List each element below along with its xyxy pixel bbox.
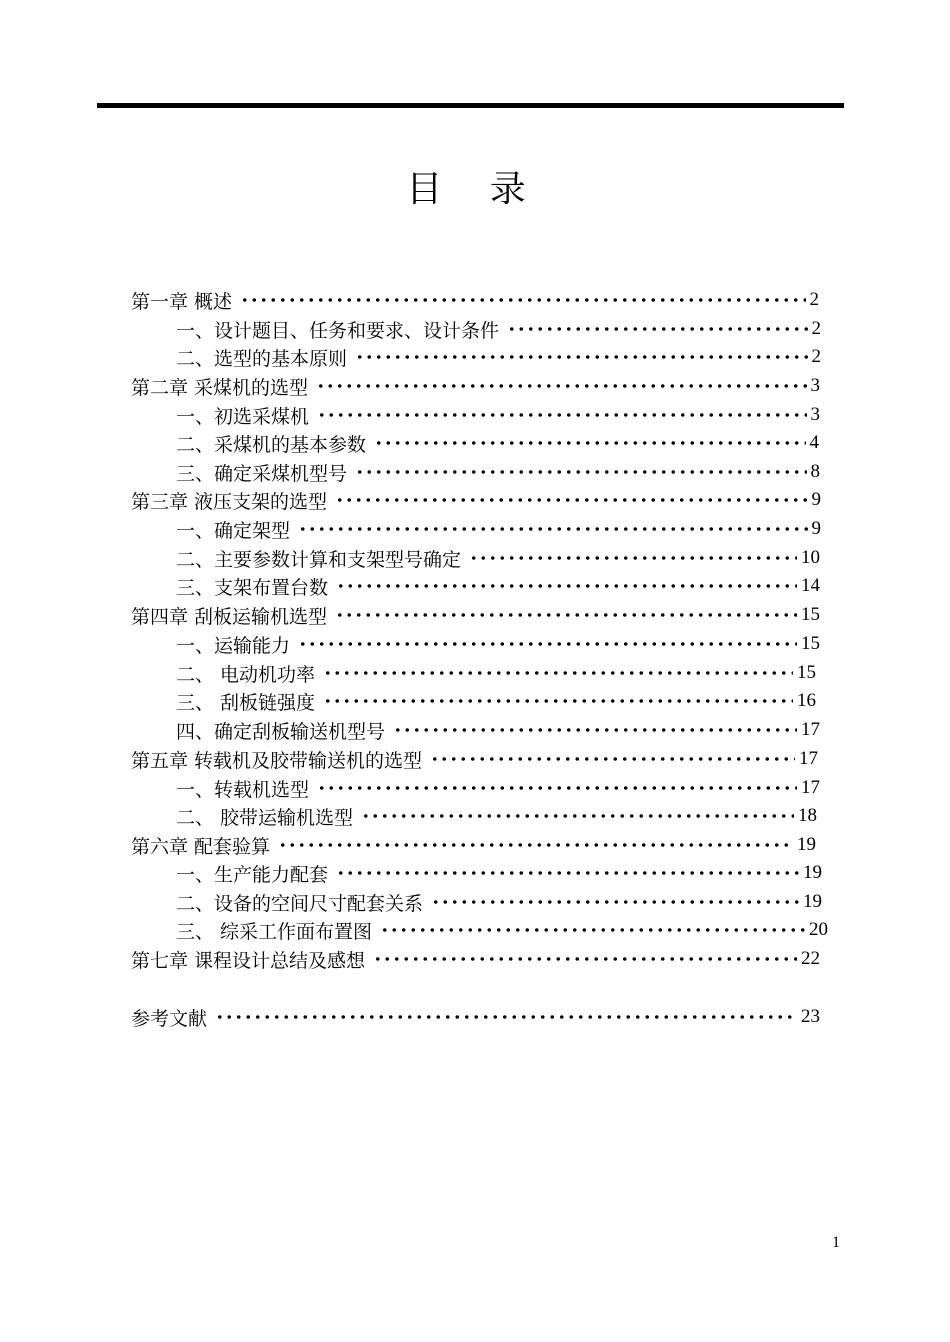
toc-entry[interactable] bbox=[176, 343, 821, 371]
dot-leader bbox=[355, 353, 807, 361]
toc-entry-label: 一、设计题目、任务和要求、设计条件 bbox=[176, 319, 500, 342]
toc-entry[interactable] bbox=[176, 659, 816, 687]
toc-entry-label: 二、 电动机功率 bbox=[176, 663, 316, 686]
toc-entry-page: 16 bbox=[797, 690, 816, 711]
toc-entry[interactable] bbox=[131, 372, 820, 400]
toc-entry-label: 四、确定刮板输送机型号 bbox=[176, 720, 386, 743]
toc-entry[interactable] bbox=[176, 401, 820, 429]
toc-entry-page: 10 bbox=[801, 547, 820, 568]
dot-leader bbox=[361, 812, 794, 820]
toc-entry[interactable] bbox=[176, 429, 819, 457]
toc-entry[interactable] bbox=[176, 774, 820, 802]
toc-entry-page: 19 bbox=[803, 862, 822, 883]
toc-entry-page: 14 bbox=[801, 575, 820, 596]
toc-entry-page: 2 bbox=[811, 346, 821, 367]
toc-entry[interactable] bbox=[176, 888, 822, 916]
toc-entry[interactable] bbox=[131, 601, 820, 629]
dot-leader bbox=[335, 611, 797, 619]
toc-entry-label: 一、确定架型 bbox=[176, 519, 291, 542]
toc-entry-page: 22 bbox=[801, 948, 820, 969]
toc-entry-page: 9 bbox=[811, 518, 821, 539]
toc-entry-label: 二、选型的基本原则 bbox=[176, 347, 348, 370]
dot-leader bbox=[374, 439, 805, 447]
toc-entry-label: 一、转载机选型 bbox=[176, 778, 310, 801]
page-number: 1 bbox=[832, 1234, 840, 1251]
toc-entry[interactable] bbox=[131, 486, 821, 514]
toc-entry-label: 二、主要参数计算和支架型号确定 bbox=[176, 548, 462, 571]
toc-entry-label: 一、生产能力配套 bbox=[176, 863, 329, 886]
toc-entry[interactable] bbox=[131, 1003, 820, 1031]
toc-entry-label: 二、设备的空间尺寸配套关系 bbox=[176, 892, 424, 915]
dot-leader bbox=[507, 325, 807, 333]
dot-leader bbox=[278, 841, 793, 849]
dot-leader bbox=[316, 382, 806, 390]
toc-entry-page: 19 bbox=[797, 834, 816, 855]
toc-entry[interactable] bbox=[176, 802, 817, 830]
dot-leader bbox=[317, 411, 806, 419]
dot-leader bbox=[215, 1013, 797, 1021]
toc-entry[interactable] bbox=[176, 515, 821, 543]
toc-entry[interactable] bbox=[131, 745, 818, 773]
toc-entry-page: 19 bbox=[803, 891, 822, 912]
dot-leader bbox=[298, 525, 807, 533]
toc-entry-page: 15 bbox=[801, 604, 820, 625]
toc-entry-label: 第七章 课程设计总结及感想 bbox=[131, 949, 366, 972]
toc-entry[interactable] bbox=[131, 286, 819, 314]
toc-entry-page: 2 bbox=[811, 318, 821, 339]
dot-leader bbox=[240, 296, 805, 304]
dot-leader bbox=[469, 554, 797, 562]
toc-entry[interactable] bbox=[131, 945, 820, 973]
toc-entry[interactable] bbox=[176, 859, 822, 887]
toc-entry-label: 三、支架布置台数 bbox=[176, 576, 329, 599]
toc-entry[interactable] bbox=[176, 315, 821, 343]
toc-entry-label: 第二章 采煤机的选型 bbox=[131, 376, 309, 399]
toc-entry[interactable] bbox=[176, 687, 816, 715]
toc-entry-label: 三、确定采煤机型号 bbox=[176, 462, 348, 485]
toc-entry[interactable] bbox=[131, 831, 816, 859]
toc-entry-label: 第五章 转载机及胶带输送机的选型 bbox=[131, 749, 423, 772]
toc-entry-page: 20 bbox=[809, 919, 828, 940]
dot-leader bbox=[335, 496, 807, 504]
toc-title: 目 录 bbox=[406, 169, 544, 210]
toc-entry-page: 23 bbox=[801, 1006, 820, 1027]
toc-entry-label: 一、初选采煤机 bbox=[176, 405, 310, 428]
toc-entry[interactable] bbox=[176, 458, 820, 486]
toc-entry[interactable] bbox=[176, 544, 820, 572]
dot-leader bbox=[317, 784, 797, 792]
toc-entry-page: 3 bbox=[810, 404, 820, 425]
toc-entry-page: 3 bbox=[810, 375, 820, 396]
toc-entry-page: 15 bbox=[801, 633, 820, 654]
toc-entry-page: 17 bbox=[799, 748, 818, 769]
dot-leader bbox=[430, 755, 795, 763]
toc-entry-page: 2 bbox=[809, 289, 819, 310]
dot-leader bbox=[336, 582, 797, 590]
toc-entry-label: 三、 综采工作面布置图 bbox=[176, 920, 373, 943]
toc-entry-page: 17 bbox=[801, 777, 820, 798]
toc-entry-page: 9 bbox=[811, 489, 821, 510]
dot-leader bbox=[380, 926, 805, 934]
toc-entry-label: 第三章 液压支架的选型 bbox=[131, 490, 328, 513]
toc-entry-page: 15 bbox=[797, 662, 816, 683]
toc-entry-label: 三、 刮板链强度 bbox=[176, 691, 316, 714]
toc-entry-page: 8 bbox=[810, 461, 820, 482]
dot-leader bbox=[323, 669, 793, 677]
dot-leader bbox=[336, 869, 799, 877]
toc-entry-page: 18 bbox=[798, 805, 817, 826]
dot-leader bbox=[355, 468, 806, 476]
dot-leader bbox=[298, 640, 797, 648]
toc-entry-label: 二、采煤机的基本参数 bbox=[176, 433, 367, 456]
toc-entry-label: 第一章 概述 bbox=[131, 290, 233, 313]
dot-leader bbox=[393, 726, 797, 734]
dot-leader bbox=[323, 697, 793, 705]
toc-entry[interactable] bbox=[176, 572, 820, 600]
toc-entry-label: 第六章 配套验算 bbox=[131, 835, 271, 858]
toc-entry-label: 一、运输能力 bbox=[176, 634, 291, 657]
toc-entry[interactable] bbox=[176, 916, 828, 944]
dot-leader bbox=[373, 955, 797, 963]
toc-entry-label: 二、 胶带运输机选型 bbox=[176, 806, 354, 829]
toc-entry-label: 第四章 刮板运输机选型 bbox=[131, 605, 328, 628]
toc-entry-page: 4 bbox=[809, 432, 819, 453]
toc-entry-label: 参考文献 bbox=[131, 1007, 208, 1030]
toc-entry-page: 17 bbox=[801, 719, 820, 740]
toc-entry[interactable] bbox=[176, 630, 820, 658]
toc-entry[interactable] bbox=[176, 716, 820, 744]
dot-leader bbox=[431, 898, 799, 906]
